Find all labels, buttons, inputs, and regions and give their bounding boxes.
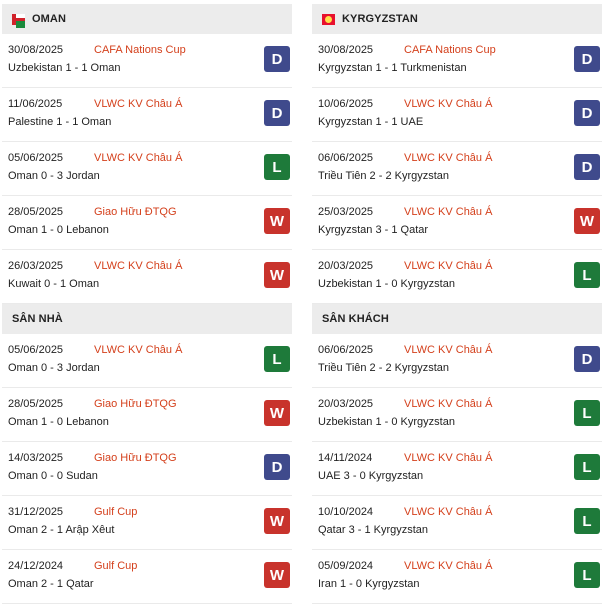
match-date: 30/08/2025 bbox=[8, 44, 64, 56]
match-row[interactable] bbox=[2, 388, 292, 442]
match-date: 05/06/2025 bbox=[8, 344, 64, 356]
match-date: 28/05/2025 bbox=[8, 206, 64, 218]
match-competition[interactable]: VLWC KV Châu Á bbox=[94, 152, 183, 164]
match-row[interactable] bbox=[2, 88, 292, 142]
result-badge: L bbox=[574, 454, 600, 480]
kyrgyzstan-match-list bbox=[312, 34, 602, 304]
match-row[interactable] bbox=[2, 250, 292, 304]
match-competition[interactable]: Gulf Cup bbox=[94, 560, 138, 572]
match-row[interactable] bbox=[312, 142, 602, 196]
match-teams: Kyrgyzstan 1 - 1 Turkmenistan bbox=[318, 62, 467, 74]
away-match-list bbox=[312, 334, 602, 604]
match-row[interactable] bbox=[2, 34, 292, 88]
result-badge: D bbox=[264, 100, 290, 126]
oman-title: OMAN bbox=[32, 13, 67, 25]
match-row[interactable] bbox=[312, 250, 602, 304]
match-date: 11/06/2025 bbox=[8, 98, 63, 110]
match-teams: Oman 1 - 0 Lebanon bbox=[8, 224, 109, 236]
match-date: 26/03/2025 bbox=[8, 260, 64, 272]
match-row[interactable] bbox=[2, 496, 292, 550]
result-badge: L bbox=[574, 562, 600, 588]
result-badge: D bbox=[574, 346, 600, 372]
match-date: 05/06/2025 bbox=[8, 152, 64, 164]
result-badge: D bbox=[574, 154, 600, 180]
result-badge: W bbox=[264, 562, 290, 588]
match-date: 06/06/2025 bbox=[318, 344, 374, 356]
match-teams: Kyrgyzstan 1 - 1 UAE bbox=[318, 116, 424, 128]
match-row[interactable] bbox=[312, 34, 602, 88]
result-badge: W bbox=[574, 208, 600, 234]
match-teams: UAE 3 - 0 Kyrgyzstan bbox=[318, 470, 424, 482]
match-competition[interactable]: VLWC KV Châu Á bbox=[404, 152, 493, 164]
result-badge: D bbox=[574, 100, 600, 126]
match-date: 28/05/2025 bbox=[8, 398, 64, 410]
match-competition[interactable]: VLWC KV Châu Á bbox=[404, 560, 493, 572]
result-badge: L bbox=[574, 508, 600, 534]
match-competition[interactable]: VLWC KV Châu Á bbox=[404, 398, 493, 410]
kyrgyzstan-title: KYRGYZSTAN bbox=[342, 13, 418, 25]
match-row[interactable] bbox=[312, 88, 602, 142]
result-badge: W bbox=[264, 262, 290, 288]
match-competition[interactable]: VLWC KV Châu Á bbox=[404, 344, 493, 356]
match-teams: Kyrgyzstan 3 - 1 Qatar bbox=[318, 224, 429, 236]
away-title: SÂN KHÁCH bbox=[322, 313, 389, 325]
match-date: 20/03/2025 bbox=[318, 260, 374, 272]
match-date: 25/03/2025 bbox=[318, 206, 374, 218]
match-teams: Uzbekistan 1 - 1 Oman bbox=[8, 62, 121, 74]
left-column bbox=[2, 4, 292, 604]
match-teams: Triều Tiên 2 - 2 Kyrgyzstan bbox=[318, 362, 450, 374]
match-competition[interactable]: VLWC KV Châu Á bbox=[94, 260, 183, 272]
home-match-list bbox=[2, 334, 292, 604]
result-badge: L bbox=[264, 154, 290, 180]
match-date: 24/12/2024 bbox=[8, 560, 64, 572]
match-teams: Iran 1 - 0 Kyrgyzstan bbox=[318, 578, 420, 590]
result-badge: D bbox=[264, 46, 290, 72]
result-badge: L bbox=[574, 262, 600, 288]
match-date: 30/08/2025 bbox=[318, 44, 374, 56]
match-competition[interactable]: VLWC KV Châu Á bbox=[404, 452, 493, 464]
match-competition[interactable]: VLWC KV Châu Á bbox=[404, 506, 493, 518]
home-title: SÂN NHÀ bbox=[12, 313, 63, 325]
match-teams: Oman 2 - 1 Arập Xêut bbox=[8, 524, 115, 536]
match-competition[interactable]: Giao Hữu ĐTQG bbox=[94, 452, 177, 464]
match-competition[interactable]: VLWC KV Châu Á bbox=[94, 98, 183, 110]
match-row[interactable] bbox=[312, 550, 602, 604]
match-row[interactable] bbox=[312, 388, 602, 442]
match-teams: Oman 2 - 1 Qatar bbox=[8, 578, 94, 590]
match-row[interactable] bbox=[312, 334, 602, 388]
match-row[interactable] bbox=[312, 196, 602, 250]
match-date: 31/12/2025 bbox=[8, 506, 64, 518]
match-competition[interactable]: VLWC KV Châu Á bbox=[404, 98, 493, 110]
result-badge: W bbox=[264, 508, 290, 534]
match-row[interactable] bbox=[2, 196, 292, 250]
match-competition[interactable]: Gulf Cup bbox=[94, 506, 138, 518]
match-date: 14/11/2024 bbox=[318, 452, 373, 464]
result-badge: L bbox=[574, 400, 600, 426]
match-date: 06/06/2025 bbox=[318, 152, 374, 164]
match-competition[interactable]: CAFA Nations Cup bbox=[404, 44, 496, 56]
result-badge: D bbox=[264, 454, 290, 480]
oman-header bbox=[2, 4, 292, 34]
match-teams: Kuwait 0 - 1 Oman bbox=[8, 278, 100, 290]
match-row[interactable] bbox=[2, 550, 292, 604]
match-date: 10/06/2025 bbox=[318, 98, 374, 110]
match-row[interactable] bbox=[2, 142, 292, 196]
match-teams: Triều Tiên 2 - 2 Kyrgyzstan bbox=[318, 170, 450, 182]
away-header bbox=[312, 304, 602, 334]
match-competition[interactable]: VLWC KV Châu Á bbox=[404, 260, 493, 272]
kyrgyzstan-flag-icon bbox=[322, 14, 335, 25]
home-header bbox=[2, 304, 292, 334]
result-badge: L bbox=[264, 346, 290, 372]
match-teams: Oman 0 - 0 Sudan bbox=[8, 470, 98, 482]
match-row[interactable] bbox=[312, 496, 602, 550]
match-teams: Oman 0 - 3 Jordan bbox=[8, 362, 100, 374]
result-badge: D bbox=[574, 46, 600, 72]
match-row[interactable] bbox=[2, 442, 292, 496]
match-teams: Qatar 3 - 1 Kyrgyzstan bbox=[318, 524, 429, 536]
match-date: 20/03/2025 bbox=[318, 398, 374, 410]
match-competition[interactable]: Giao Hữu ĐTQG bbox=[94, 398, 177, 410]
result-badge: W bbox=[264, 400, 290, 426]
oman-match-list bbox=[2, 34, 292, 304]
match-date: 14/03/2025 bbox=[8, 452, 64, 464]
match-row[interactable] bbox=[2, 334, 292, 388]
match-teams: Palestine 1 - 1 Oman bbox=[8, 116, 112, 128]
match-teams: Oman 0 - 3 Jordan bbox=[8, 170, 100, 182]
match-teams: Uzbekistan 1 - 0 Kyrgyzstan bbox=[318, 416, 455, 428]
oman-flag-icon bbox=[12, 14, 25, 25]
result-badge: W bbox=[264, 208, 290, 234]
match-competition[interactable]: CAFA Nations Cup bbox=[94, 44, 186, 56]
match-row[interactable] bbox=[312, 442, 602, 496]
match-competition[interactable]: VLWC KV Châu Á bbox=[94, 344, 183, 356]
match-teams: Oman 1 - 0 Lebanon bbox=[8, 416, 109, 428]
match-competition[interactable]: VLWC KV Châu Á bbox=[404, 206, 493, 218]
kyrgyzstan-header bbox=[312, 4, 602, 34]
match-date: 05/09/2024 bbox=[318, 560, 374, 572]
match-competition[interactable]: Giao Hữu ĐTQG bbox=[94, 206, 177, 218]
right-column bbox=[312, 4, 602, 604]
match-teams: Uzbekistan 1 - 0 Kyrgyzstan bbox=[318, 278, 455, 290]
match-date: 10/10/2024 bbox=[318, 506, 374, 518]
